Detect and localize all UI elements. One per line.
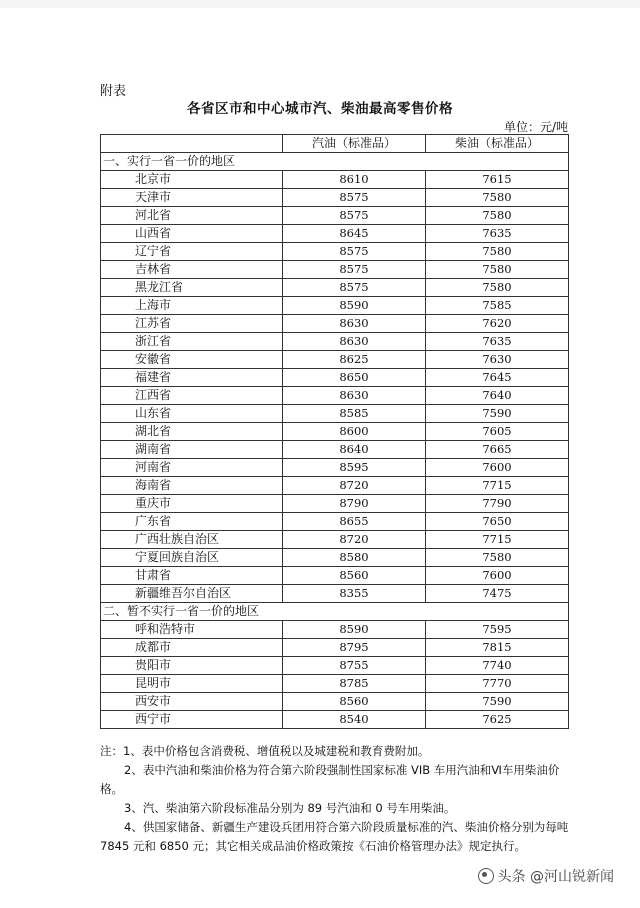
diesel-price: 7715	[426, 477, 569, 495]
table-row	[101, 639, 569, 657]
table-row	[101, 333, 569, 351]
table-row	[101, 315, 569, 333]
table-row	[101, 675, 569, 693]
gasoline-price: 8795	[283, 639, 426, 657]
region-name: 甘肃省	[101, 567, 283, 585]
region-name: 贵阳市	[101, 657, 283, 675]
gasoline-price: 8785	[283, 675, 426, 693]
gasoline-price: 8575	[283, 261, 426, 279]
table-row	[101, 531, 569, 549]
notes-section	[100, 742, 570, 856]
table-row	[101, 459, 569, 477]
table-row	[101, 279, 569, 297]
table-row	[101, 693, 569, 711]
note-4: 4、供国家储备、新疆生产建设兵团用符合第六阶段质量标准的汽、柴油价格分别为每吨 7845 元和 6850 元；其它相关成品油价格政策按《石油价格管理办法》规定执行。	[100, 820, 569, 853]
header-empty-cell	[101, 135, 283, 153]
attachment-label: 附表	[100, 84, 127, 99]
header-gasoline: 汽油（标准品）	[283, 135, 426, 153]
diesel-price: 7625	[426, 711, 569, 729]
region-name: 西宁市	[101, 711, 283, 729]
section-label: 一、实行一省一价的地区	[101, 153, 569, 171]
table-header-row	[101, 135, 569, 153]
gasoline-price: 8560	[283, 693, 426, 711]
region-name: 福建省	[101, 369, 283, 387]
diesel-price: 7580	[426, 549, 569, 567]
region-name: 浙江省	[101, 333, 283, 351]
gasoline-price: 8720	[283, 531, 426, 549]
diesel-price: 7635	[426, 333, 569, 351]
gasoline-price: 8755	[283, 657, 426, 675]
region-name: 成都市	[101, 639, 283, 657]
table-row	[101, 711, 569, 729]
table-row	[101, 621, 569, 639]
diesel-price: 7600	[426, 567, 569, 585]
header-diesel: 柴油（标准品）	[426, 135, 569, 153]
gasoline-price: 8610	[283, 171, 426, 189]
region-name: 上海市	[101, 297, 283, 315]
region-name: 宁夏回族自治区	[101, 549, 283, 567]
watermark-text: 头条 @河山锐新闻	[497, 869, 614, 885]
table-row	[101, 513, 569, 531]
gasoline-price: 8625	[283, 351, 426, 369]
diesel-price: 7645	[426, 369, 569, 387]
gasoline-price: 8640	[283, 441, 426, 459]
region-name: 河北省	[101, 207, 283, 225]
region-name: 山东省	[101, 405, 283, 423]
gasoline-price: 8650	[283, 369, 426, 387]
table-row	[101, 441, 569, 459]
diesel-price: 7580	[426, 261, 569, 279]
toutiao-logo-icon	[478, 868, 494, 884]
region-name: 山西省	[101, 225, 283, 243]
diesel-price: 7475	[426, 585, 569, 603]
gasoline-price: 8355	[283, 585, 426, 603]
diesel-price: 7580	[426, 207, 569, 225]
table-row	[101, 405, 569, 423]
region-name: 呼和浩特市	[101, 621, 283, 639]
diesel-price: 7815	[426, 639, 569, 657]
region-name: 天津市	[101, 189, 283, 207]
gasoline-price: 8645	[283, 225, 426, 243]
gasoline-price: 8560	[283, 567, 426, 585]
diesel-price: 7640	[426, 387, 569, 405]
gasoline-price: 8590	[283, 621, 426, 639]
gasoline-price: 8630	[283, 315, 426, 333]
gasoline-price: 8580	[283, 549, 426, 567]
region-name: 广东省	[101, 513, 283, 531]
diesel-price: 7620	[426, 315, 569, 333]
diesel-price: 7740	[426, 657, 569, 675]
region-name: 吉林省	[101, 261, 283, 279]
region-name: 新疆维吾尔自治区	[101, 585, 283, 603]
gasoline-price: 8575	[283, 243, 426, 261]
diesel-price: 7600	[426, 459, 569, 477]
gasoline-price: 8585	[283, 405, 426, 423]
table-row	[101, 549, 569, 567]
gasoline-price: 8720	[283, 477, 426, 495]
diesel-price: 7770	[426, 675, 569, 693]
diesel-price: 7580	[426, 189, 569, 207]
table-row	[101, 567, 569, 585]
table-row	[101, 585, 569, 603]
diesel-price: 7580	[426, 243, 569, 261]
table-row	[101, 495, 569, 513]
table-row	[101, 297, 569, 315]
table-row	[101, 225, 569, 243]
region-name: 江西省	[101, 387, 283, 405]
diesel-price: 7630	[426, 351, 569, 369]
region-name: 黑龙江省	[101, 279, 283, 297]
table-row	[101, 387, 569, 405]
document-title: 各省区市和中心城市汽、柴油最高零售价格	[187, 101, 453, 117]
price-table	[100, 134, 569, 729]
region-name: 昆明市	[101, 675, 283, 693]
gasoline-price: 8575	[283, 279, 426, 297]
table-row	[101, 261, 569, 279]
diesel-price: 7590	[426, 405, 569, 423]
gasoline-price: 8630	[283, 387, 426, 405]
section-header-row	[101, 153, 569, 171]
gasoline-price: 8655	[283, 513, 426, 531]
table-row	[101, 369, 569, 387]
note-1: 注：1、表中价格包含消费税、增值税以及城建税和教育费附加。	[100, 744, 430, 758]
page-edge	[0, 0, 640, 8]
region-name: 湖北省	[101, 423, 283, 441]
diesel-price: 7715	[426, 531, 569, 549]
gasoline-price: 8600	[283, 423, 426, 441]
table-row	[101, 171, 569, 189]
unit-label: 单位：元/吨	[503, 120, 568, 134]
diesel-price: 7585	[426, 297, 569, 315]
gasoline-price: 8790	[283, 495, 426, 513]
section-header-row	[101, 603, 569, 621]
table-row	[101, 423, 569, 441]
region-name: 河南省	[101, 459, 283, 477]
watermark	[478, 866, 614, 886]
region-name: 广西壮族自治区	[101, 531, 283, 549]
diesel-price: 7580	[426, 279, 569, 297]
note-3: 3、汽、柴油第六阶段标准品分别为 89 号汽油和 0 号车用柴油。	[124, 801, 456, 815]
region-name: 辽宁省	[101, 243, 283, 261]
table-row	[101, 477, 569, 495]
region-name: 安徽省	[101, 351, 283, 369]
gasoline-price: 8575	[283, 189, 426, 207]
table-row	[101, 351, 569, 369]
gasoline-price: 8540	[283, 711, 426, 729]
region-name: 北京市	[101, 171, 283, 189]
table-row	[101, 207, 569, 225]
region-name: 西安市	[101, 693, 283, 711]
diesel-price: 7615	[426, 171, 569, 189]
gasoline-price: 8595	[283, 459, 426, 477]
diesel-price: 7650	[426, 513, 569, 531]
table-row	[101, 657, 569, 675]
note-2: 2、表中汽油和柴油价格为符合第六阶段强制性国家标准 VIB 车用汽油和Ⅵ车用柴油价格。	[100, 763, 560, 796]
diesel-price: 7590	[426, 693, 569, 711]
diesel-price: 7605	[426, 423, 569, 441]
table-row	[101, 243, 569, 261]
section-label: 二、暂不实行一省一价的地区	[101, 603, 569, 621]
diesel-price: 7635	[426, 225, 569, 243]
diesel-price: 7790	[426, 495, 569, 513]
region-name: 重庆市	[101, 495, 283, 513]
gasoline-price: 8630	[283, 333, 426, 351]
diesel-price: 7595	[426, 621, 569, 639]
region-name: 江苏省	[101, 315, 283, 333]
region-name: 海南省	[101, 477, 283, 495]
gasoline-price: 8590	[283, 297, 426, 315]
diesel-price: 7665	[426, 441, 569, 459]
gasoline-price: 8575	[283, 207, 426, 225]
region-name: 湖南省	[101, 441, 283, 459]
table-row	[101, 189, 569, 207]
